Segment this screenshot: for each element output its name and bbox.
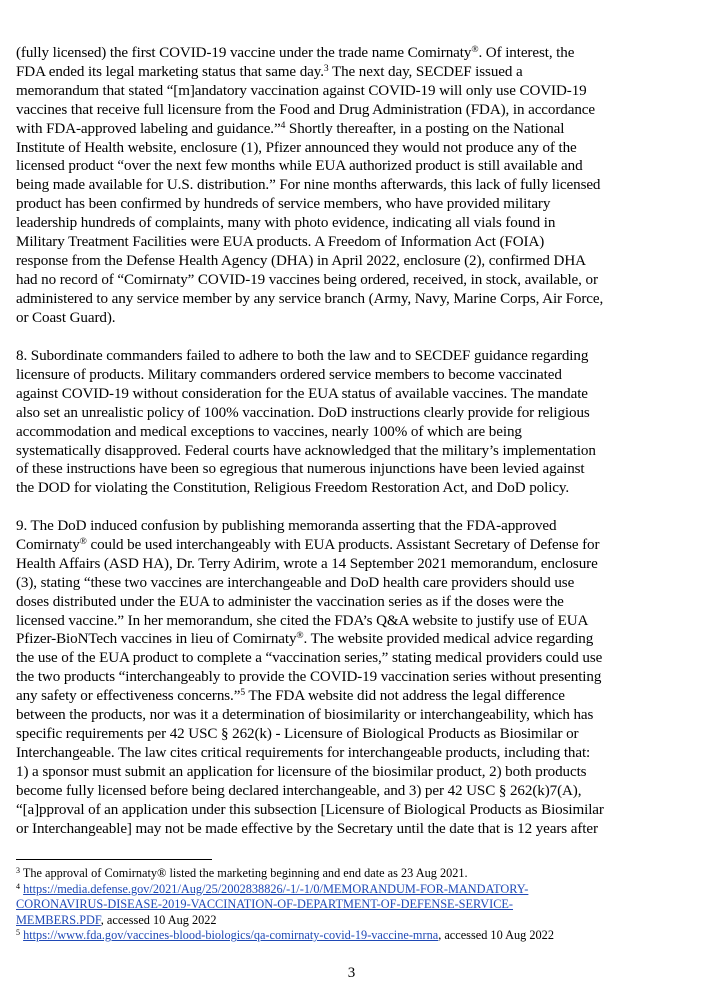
text-run: The FDA website did not address the legal difference bbox=[244, 688, 565, 705]
paragraph-7-continuation bbox=[16, 44, 703, 328]
text-line: Health Affairs (ASD HA), Dr. Terry Adirim, wrote a 14 September 2021 memorandum, enclosure bbox=[16, 555, 598, 572]
text-line: also set an unrealistic policy of 100% vaccination. DoD instructions clearly provide for religious bbox=[16, 404, 590, 421]
footnote-number: 5 bbox=[16, 928, 20, 938]
text-run: The next day, SECDEF issued a bbox=[328, 63, 523, 80]
text-run: . Of interest, the bbox=[478, 45, 575, 61]
text-line: systematically disapproved. Federal courts have acknowledged that the military’s implementation bbox=[16, 442, 596, 459]
text-run: Shortly thereafter, in a posting on the National bbox=[285, 120, 565, 137]
footnote-5 bbox=[16, 928, 676, 944]
text-line: of these instructions have been so egregious that numerous injunctions have been levied against bbox=[16, 461, 585, 478]
text-line: licensed vaccine.” In her memorandum, she cited the FDA’s Q&A website to justify use of EUA bbox=[16, 612, 589, 629]
footnote-ref-3[interactable]: 3 bbox=[323, 63, 329, 74]
text-line: licensed product “over the next few months while EUA authorized product is still available and bbox=[16, 158, 583, 175]
text-line: the two products “interchangeably to provide the COVID-19 vaccination series without presenting bbox=[16, 669, 602, 686]
text-line: “[a]pproval of an application under this subsection [Licensure of Biological Products as Biosimilar bbox=[16, 801, 604, 818]
text-line: against COVID-19 without consideration for the EUA status of available vaccines. The mandate bbox=[16, 385, 588, 402]
text-run: could be used interchangeably with EUA products. Assistant Secretary of Defense for bbox=[86, 536, 600, 553]
text-line bbox=[16, 687, 703, 706]
footnote-text: , accessed 10 Aug 2022 bbox=[438, 928, 554, 943]
text-line: vaccines that receive full licensure from the Food and Drug Administration (FDA), in accordance bbox=[16, 101, 595, 118]
footnote-4-cont bbox=[16, 913, 676, 929]
footnote-4-link[interactable]: https://media.defense.gov/2021/Aug/25/2002838826/-1/-1/0/MEMORANDUM-FOR-MANDATORY- bbox=[23, 881, 529, 896]
text-line: administered to any service member by any service branch (Army, Navy, Marine Corps, Air Force, bbox=[16, 290, 604, 307]
text-line: licensure of products. Military commanders ordered service members to become vaccinated bbox=[16, 366, 562, 383]
footnote-4 bbox=[16, 882, 676, 898]
text-run: Pfizer-BioNTech vaccines in lieu of Comirnaty bbox=[16, 631, 297, 648]
text-line bbox=[16, 120, 703, 139]
text-line: product has been confirmed by hundreds of service members, who have provided military bbox=[16, 196, 551, 213]
text-run: any safety or effectiveness concerns.” bbox=[16, 688, 241, 705]
text-line: Institute of Health website, enclosure (1), Pfizer announced they would not produce any of the bbox=[16, 139, 577, 156]
registered-mark: ® bbox=[296, 631, 304, 642]
footnote-ref-5[interactable]: 5 bbox=[240, 688, 245, 699]
text-line: Interchangeable. The law cites critical requirements for interchangeable products, including that: bbox=[16, 744, 591, 761]
text-line bbox=[16, 63, 703, 82]
text-run: with FDA-approved labeling and guidance.” bbox=[16, 120, 281, 137]
footnote-4-link[interactable]: CORONAVIRUS-DISEASE-2019-VACCINATION-OF-DEPARTMENT-OF-DEFENSE-SERVICE- bbox=[16, 897, 514, 912]
text-run: FDA ended its legal marketing status that same day. bbox=[16, 63, 324, 80]
text-line: response from the Defense Health Agency (DHA) in April 2022, enclosure (2), confirmed DHA bbox=[16, 252, 586, 269]
text-line: accommodation and medical exceptions to vaccines, nearly 100% of which are being bbox=[16, 423, 522, 440]
text-line bbox=[16, 536, 703, 555]
text-line: had no record of “Comirnaty” COVID-19 vaccines being ordered, received, in stock, available, or bbox=[16, 271, 598, 288]
footnote-4-cont bbox=[16, 897, 676, 913]
text-line: doses distributed under the EUA to administer the vaccination series as if the doses were the bbox=[16, 593, 564, 610]
text-line: leadership hundreds of complaints, many with photo evidence, indicating all vials found in bbox=[16, 215, 556, 232]
footnote-ref-4[interactable]: 4 bbox=[280, 120, 286, 131]
footnote-4-link[interactable]: MEMBERS.PDF bbox=[16, 912, 101, 927]
text-line: specific requirements per 42 USC § 262(k) - Licensure of Biological Products as Biosimilar or bbox=[16, 725, 579, 742]
text-line: being made available for U.S. distribution.” For nine months afterwards, this lack of fully licensed bbox=[16, 177, 601, 194]
text-line: the use of the EUA product to complete a “vaccination series,” stating medical providers could use bbox=[16, 650, 603, 667]
footnote-text: The approval of Comirnaty® listed the marketing beginning and end date as 23 Aug 2021. bbox=[20, 866, 468, 880]
footnotes bbox=[16, 866, 676, 944]
text-run: (fully licensed) the first COVID-19 vaccine under the trade name Comirnaty bbox=[16, 45, 472, 61]
text-line: (3), stating “these two vaccines are interchangeable and DoD health care providers should use bbox=[16, 574, 575, 591]
registered-mark: ® bbox=[471, 45, 479, 55]
page-number: 3 bbox=[347, 965, 356, 981]
text-line: Military Treatment Facilities were EUA products. A Freedom of Information Act (FOIA) bbox=[16, 234, 545, 251]
text-line: or Interchangeable] may not be made effective by the Secretary until the date that is 12 years after bbox=[16, 820, 598, 837]
text-run: . The website provided medical advice regarding bbox=[303, 631, 594, 648]
paragraph-9 bbox=[16, 517, 703, 838]
text-line: 9. The DoD induced confusion by publishing memoranda asserting that the FDA-approved bbox=[16, 518, 557, 534]
text-line: 1) a sponsor must submit an application for licensure of the biosimilar product, 2) both products bbox=[16, 763, 587, 780]
footnote-text: , accessed 10 Aug 2022 bbox=[100, 912, 217, 927]
text-line: the DOD for violating the Constitution, Religious Freedom Restoration Act, and DoD policy. bbox=[16, 480, 570, 497]
footnote-3 bbox=[16, 866, 676, 882]
footnote-5-link[interactable]: https://www.fda.gov/vaccines-blood-biologics/qa-comirnaty-covid-19-vaccine-mrna bbox=[23, 928, 439, 943]
registered-mark: ® bbox=[79, 536, 87, 547]
text-line bbox=[16, 44, 703, 63]
footnote-number: 4 bbox=[16, 881, 20, 891]
text-line bbox=[16, 630, 703, 649]
footnote-separator bbox=[16, 859, 212, 860]
text-line: become fully licensed before being declared interchangeable, and 3) per 42 USC § 262(k)7(A), bbox=[16, 782, 582, 799]
text-run: Comirnaty bbox=[16, 536, 80, 553]
paragraph-8 bbox=[16, 347, 703, 498]
footnote-number: 3 bbox=[16, 866, 20, 875]
text-line: between the products, nor was it a determination of biosimilarity or interchangeability, which has bbox=[16, 707, 594, 724]
text-line: 8. Subordinate commanders failed to adhere to both the law and to SECDEF guidance regarding bbox=[16, 348, 589, 364]
text-line: or Coast Guard). bbox=[16, 309, 116, 326]
text-line: memorandum that stated “[m]andatory vaccination against COVID-19 will only use COVID-19 bbox=[16, 82, 587, 99]
